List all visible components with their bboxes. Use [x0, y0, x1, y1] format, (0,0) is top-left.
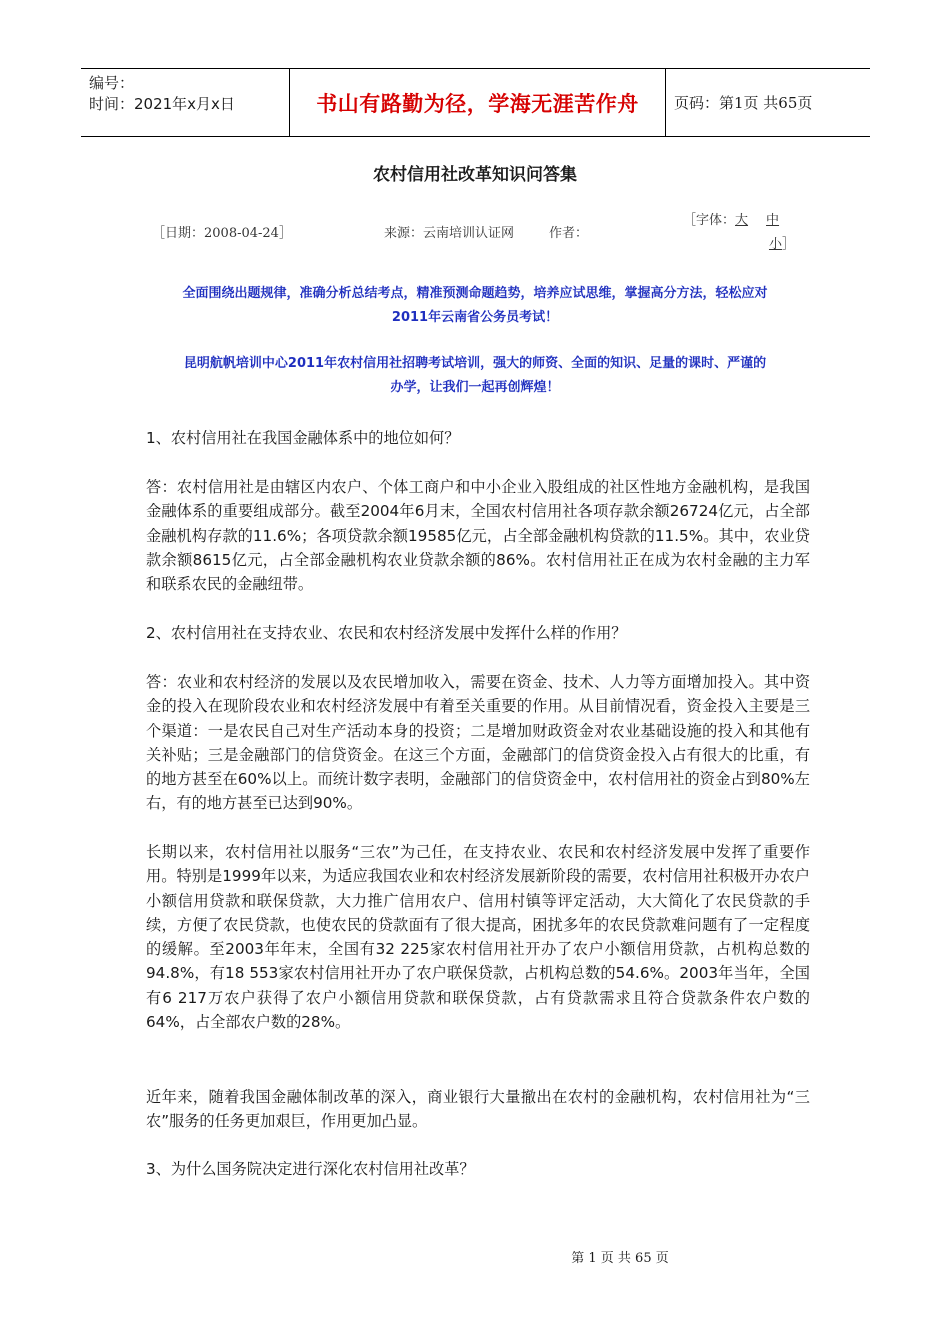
answer-2-paragraph-2 — [146, 840, 810, 1034]
number-label: 编号： — [89, 74, 135, 92]
meta-date: ［日期：2008-04-24］ — [152, 226, 292, 241]
answer-text: 答：农村信用社是由辖区内农户、个体工商户和中小企业入股组成的社区性地方金融机构，是我国金融体系的重要组成部分。截至2004年6月末，全国农村信用社各项存款余额26724亿元，占全部金融机构存款的11.6%；各项贷款余额19585亿元，占全部金融机构贷款的11.5%。其中，农业贷款余额8615亿元，占全部金融机构农业贷款余额的86%。农村信用社正在成为农村金融的主力军和联系农民的金融纽带。 — [146, 478, 810, 594]
answer-1 — [146, 475, 810, 596]
page-header — [81, 68, 870, 137]
promo-line: 昆明航帆培训中心2011年农村信用社招聘考试培训，强大的师资、全面的知识、足量的课时、严谨的 — [183, 356, 767, 371]
font-size-prefix: ［字体： — [683, 213, 736, 228]
question-text: 1、农村信用社在我国金融体系中的地位如何？ — [146, 429, 460, 447]
promo-paragraph-1 — [140, 282, 810, 330]
time-label: 时间：2021年x月x日 — [89, 95, 235, 113]
meta-author: 作者： — [549, 226, 589, 241]
question-1 — [146, 426, 810, 450]
answer-text: 长期以来，农村信用社以服务“三农”为己任，在支持农业、农民和农村经济发展中发挥了重要作用。特别是1999年以来，为适应我国农业和农村经济发展新阶段的需要，农村信用社积极开办农户小额信用贷款和联保贷款，大力推广信用农户、信用村镇等评定活动，大大简化了农民贷款的手续，方便了农民贷款，也使农民的贷款面有了很大提高，困扰多年的农民贷款难问题有了一定程度的缓解。至2003年年末，全国有32 225家农村信用社开办了农户小额信用贷款，占机构总数的94.8%，有18 553家农村信用社开办了农户联保贷款，占机构总数的54.6%。2003年当年，全国有6 217万农户获得了农户小额信用贷款和联保贷款，占有贷款需求且符合贷款条件农户数的64%，占全部农户数的28%。 — [146, 843, 810, 1032]
meta-source: 来源：云南培训认证网 — [384, 226, 515, 241]
document-title: 农村信用社改革知识问答集 — [373, 165, 577, 185]
font-size-small-link[interactable]: 小 — [768, 237, 782, 252]
question-2 — [146, 621, 810, 645]
promo-line: 办学，让我们一起再创辉煌！ — [390, 380, 560, 395]
question-text: 3、为什么国务院决定进行深化农村信用社改革？ — [146, 1160, 475, 1178]
promo-paragraph-2 — [140, 352, 810, 400]
header-left-cell — [81, 69, 290, 136]
font-size-suffix: ］ — [781, 237, 795, 252]
header-motto: 书山有路勤为径，学海无涯苦作舟 — [290, 69, 666, 136]
page-footer: 第 1 页 共 65 页 — [571, 1251, 669, 1266]
header-page-label: 页码：第1页 共65页 — [674, 94, 813, 112]
font-size-medium-link[interactable]: 中 — [766, 213, 780, 228]
promo-line: 全面围绕出题规律，准确分析总结考点，精准预测命题趋势，培养应试思维，掌握高分方法，轻松应对 — [182, 286, 768, 301]
promo-line: 2011年云南省公务员考试！ — [391, 310, 559, 325]
font-size-selector — [683, 209, 803, 257]
answer-text: 答：农业和农村经济的发展以及农民增加收入，需要在资金、技术、人力等方面增加投入。其中资金的投入在现阶段农业和农村经济发展中有着至关重要的作用。从目前情况看，资金投入主要是三个渠道：一是农民自己对生产活动本身的投资；二是增加财政资金对农业基础设施的投入和其他有关补贴；三是金融部门的信贷资金。在这三个方面，金融部门的信贷资金投入占有很大的比重，有的地方甚至在60%以上。而统计数字表明，金融部门的信贷资金中，农村信用社的资金占到80%左右，有的地方甚至已达到90%。 — [146, 673, 810, 813]
answer-2 — [146, 670, 810, 816]
question-3 — [146, 1157, 810, 1181]
question-text: 2、农村信用社在支持农业、农民和农村经济发展中发挥什么样的作用？ — [146, 624, 627, 642]
font-size-large-link[interactable]: 大 — [735, 213, 749, 228]
answer-text: 近年来，随着我国金融体制改革的深入，商业银行大量撤出在农村的金融机构，农村信用社为“三农”服务的任务更加艰巨，作用更加凸显。 — [146, 1088, 810, 1131]
answer-2-paragraph-3 — [146, 1085, 810, 1134]
